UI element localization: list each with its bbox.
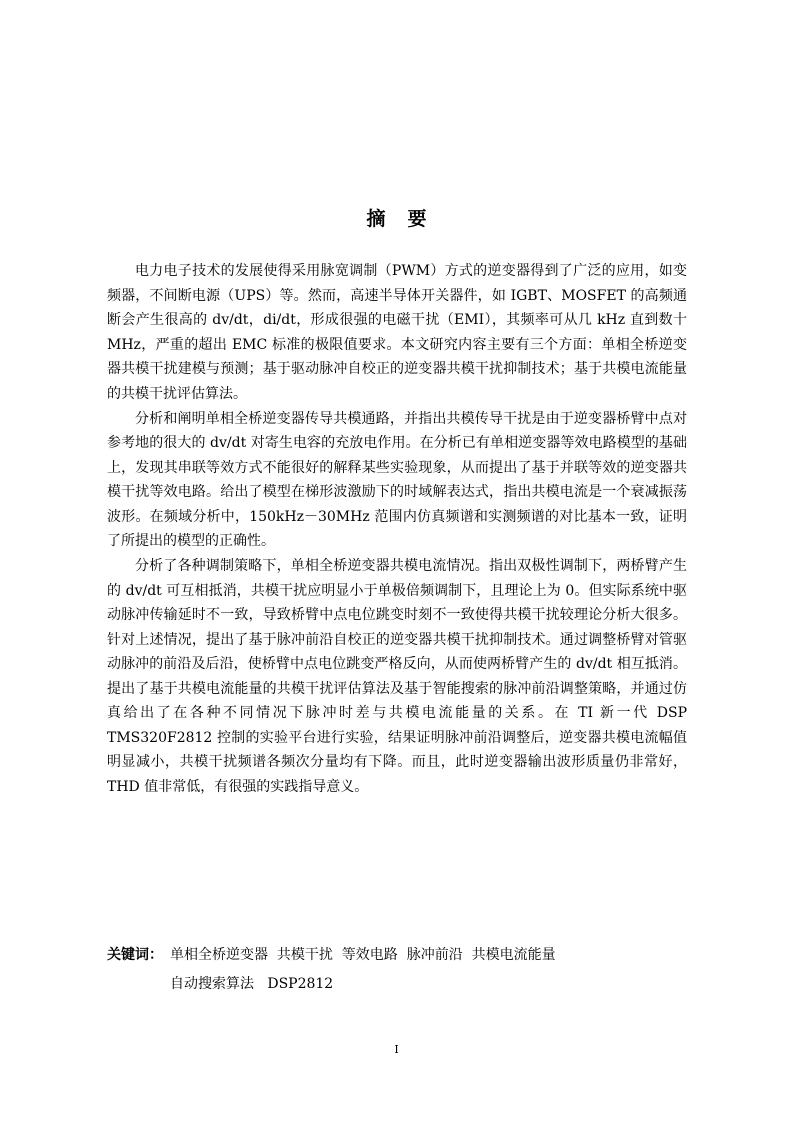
abstract-paragraph-2: 分析和阐明单相全桥逆变器传导共模通路，并指出共模传导干扰是由于逆变器桥臂中点对参考地的很大的 dv/dt 对寄生电容的充放电作用。在分析已有单相逆变器等效电路模型的基础上，发现其串联等效方式不能很好的解释某些实验现象，从而提出了基于并联等效的逆变器共模干扰等效电路。给出了模型在梯形波激励下的时域解表达式，指出共模电流是一个衰减振荡波形。在频域分析中，150kHz－30MHz 范围内仿真频谱和实测频谱的对比基本一致，证明了所提出的模型的正确性。	[107, 410, 687, 549]
abstract-paragraph-1: 电力电子技术的发展使得采用脉宽调制（PWM）方式的逆变器得到了广泛的应用，如变频器，不间断电源（UPS）等。然而，高速半导体开关器件，如 IGBT、MOSFET 的高频通断会产生很高的 dv/dt，di/dt，形成很强的电磁干扰（EMI），其频率可从几 kHz 直到数十 MHz，严重的超出 EMC 标准的极限值要求。本文研究内容主要有三个方面：单相全桥逆变器共模干扰建模与预测；基于驱动脉冲自校正的逆变器共模干扰抑制技术；基于共模电流能量的共模干扰评估算法。	[107, 263, 687, 402]
page-title: 摘要	[366, 208, 449, 230]
keywords-line-1: 单相全桥逆变器 共模干扰 等效电路 脉冲前沿 共模电流能量	[170, 947, 556, 963]
abstract-paragraph-3: 分析了各种调制策略下，单相全桥逆变器共模电流情况。指出双极性调制下，两桥臂产生的 dv/dt 可互相抵消，共模干扰应明显小于单极倍频调制下，且理论上为 0。但实际系统中驱动脉冲传输延时不一致，导致桥臂中点电位跳变时刻不一致使得共模干扰较理论分析大很多。针对上述情况，提出了基于脉冲前沿自校正的逆变器共模干扰抑制技术。通过调整桥臂对管驱动脉冲的前沿及后沿，使桥臂中点电位跳变严格反向，从而使两桥臂产生的 dv/dt 相互抵消。提出了基于共模电流能量的共模干扰评估算法及基于智能搜索的脉冲前沿调整策略，并通过仿真给出了在各种不同情况下脉冲时差与共模电流能量的关系。在 TI 新一代 DSP TMS320F2812 控制的实验平台进行实验，结果证明脉冲前沿调整后，逆变器共模电流幅值明显减小，共模干扰频谱各频次分量均有下降。而且，此时逆变器输出波形质量仍非常好，THD 值非常低，有很强的实践指导意义。	[107, 558, 687, 795]
abstract-body	[107, 259, 687, 799]
keywords-label: 关键词：	[107, 947, 163, 963]
page-number: I	[394, 1043, 399, 1056]
keywords-line-2: 自动搜索算法 DSP2812	[170, 976, 334, 992]
